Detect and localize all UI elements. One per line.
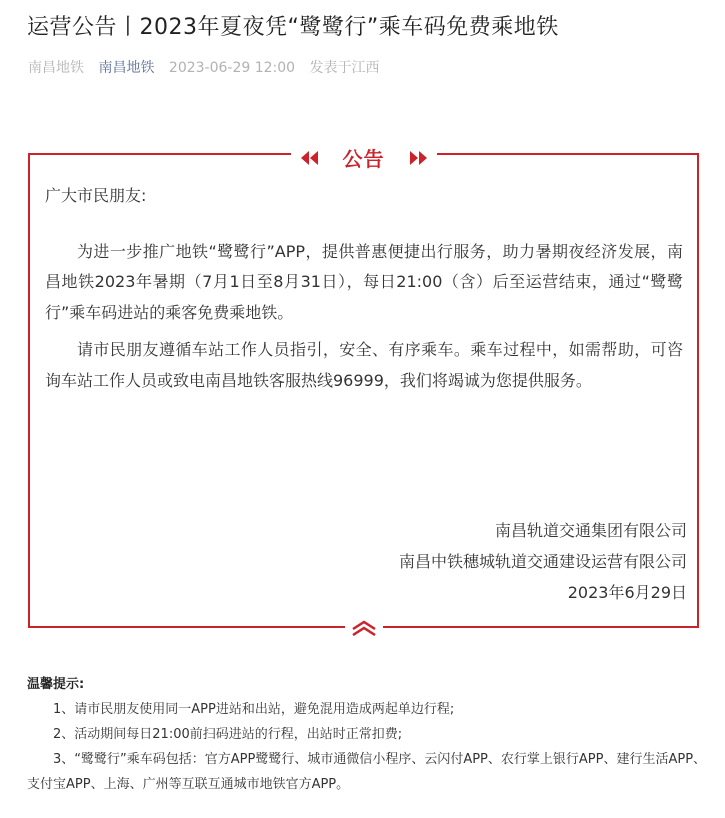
notice-body [45, 181, 683, 403]
tips-item: 1、请市民朋友使用同一APP进站和出站，避免混用造成两起单边行程; [53, 702, 455, 717]
publish-location: 发表于江西 [309, 60, 380, 76]
notice-signature [399, 515, 687, 608]
tips-section [27, 672, 707, 797]
signature-org-1: 南昌轨道交通集团有限公司 [494, 521, 687, 540]
notice-header-title: 公告 [342, 147, 385, 171]
account-link[interactable]: 南昌地铁 [98, 60, 155, 76]
notice-header [30, 143, 697, 172]
notice-box [28, 147, 699, 628]
notice-paragraph: 为进一步推广地铁“鹭鹭行”APP，提供普惠便捷出行服务，助力暑期夜经济发展，南昌地铁2023年暑期（7月1日至8月31日），每日21:00（含）后至运营结束，通过“鹭鹭行”乘车码进站的乘客免费乘地铁。 [45, 241, 683, 322]
article-meta [28, 57, 390, 77]
notice-paragraph: 请市民朋友遵循车站工作人员指引，安全、有序乘车。乘车过程中，如需帮助，可咨询车站工作人员或致电南昌地铁客服热线96999，我们将竭诚为您提供服务。 [45, 340, 683, 390]
chevron-up-ornament-icon [345, 620, 383, 640]
author-name: 南昌地铁 [28, 60, 84, 76]
tips-item: 2、活动期间每日21:00前扫码进站的行程，出站时正常扣费; [53, 727, 403, 742]
notice-greeting: 广大市民朋友: [45, 186, 147, 205]
publish-datetime: 2023-06-29 12:00 [168, 60, 296, 76]
signature-date: 2023年6月29日 [567, 583, 687, 602]
signature-org-2: 南昌中铁穗城轨道交通建设运营有限公司 [398, 552, 687, 571]
tips-item: 3、“鹭鹭行”乘车码包括：官方APP鹭鹭行、城市通微信小程序、云闪付APP、农行掌上银行APP、建行生活APP、支付宝APP、上海、广州等互联互通城市地铁官方APP。 [27, 752, 707, 792]
double-left-arrow-icon [299, 150, 321, 166]
article-title: 运营公告丨2023年夏夜凭“鹭鹭行”乘车码免费乘地铁 [27, 15, 559, 40]
tips-title: 温馨提示: [27, 677, 85, 692]
double-right-arrow-icon [407, 150, 429, 166]
